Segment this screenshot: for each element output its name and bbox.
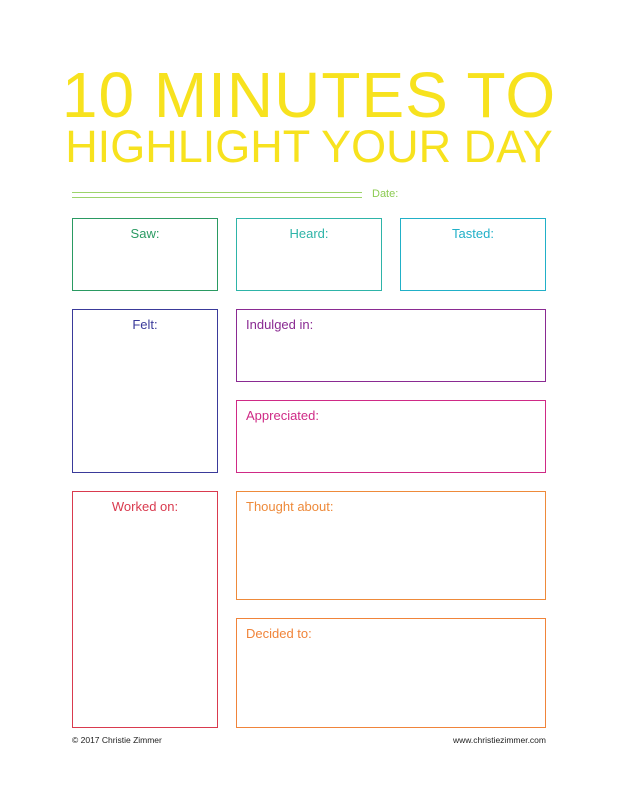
worked-on-label: Worked on:: [111, 499, 179, 514]
title-line-2: HIGHLIGHT YOUR DAY: [65, 121, 553, 172]
indulged-in-box[interactable]: [236, 309, 546, 382]
indulged-in-label: Indulged in:: [246, 317, 314, 332]
felt-box[interactable]: [72, 309, 218, 473]
website-link[interactable]: www.christiezimmer.com: [452, 735, 546, 745]
date-label: Date:: [372, 188, 399, 200]
title-line-1: 10 MINUTES TO: [61, 59, 557, 131]
thought-about-label: Thought about:: [246, 499, 334, 514]
appreciated-box[interactable]: [236, 400, 546, 473]
felt-label: Felt:: [132, 317, 158, 332]
saw-label: Saw:: [130, 226, 160, 241]
worked-on-box[interactable]: [72, 491, 218, 728]
date-rule-bottom: [72, 197, 362, 198]
date-rule-top: [72, 192, 362, 193]
heard-box[interactable]: [236, 218, 382, 291]
heard-label: Heard:: [289, 226, 329, 241]
decided-to-label: Decided to:: [246, 626, 312, 641]
appreciated-label: Appreciated:: [246, 408, 319, 423]
copyright-text: © 2017 Christie Zimmer: [72, 735, 162, 745]
decided-to-box[interactable]: [236, 618, 546, 728]
tasted-label: Tasted:: [452, 226, 494, 241]
thought-about-box[interactable]: [236, 491, 546, 600]
saw-box[interactable]: [72, 218, 218, 291]
tasted-box[interactable]: [400, 218, 546, 291]
